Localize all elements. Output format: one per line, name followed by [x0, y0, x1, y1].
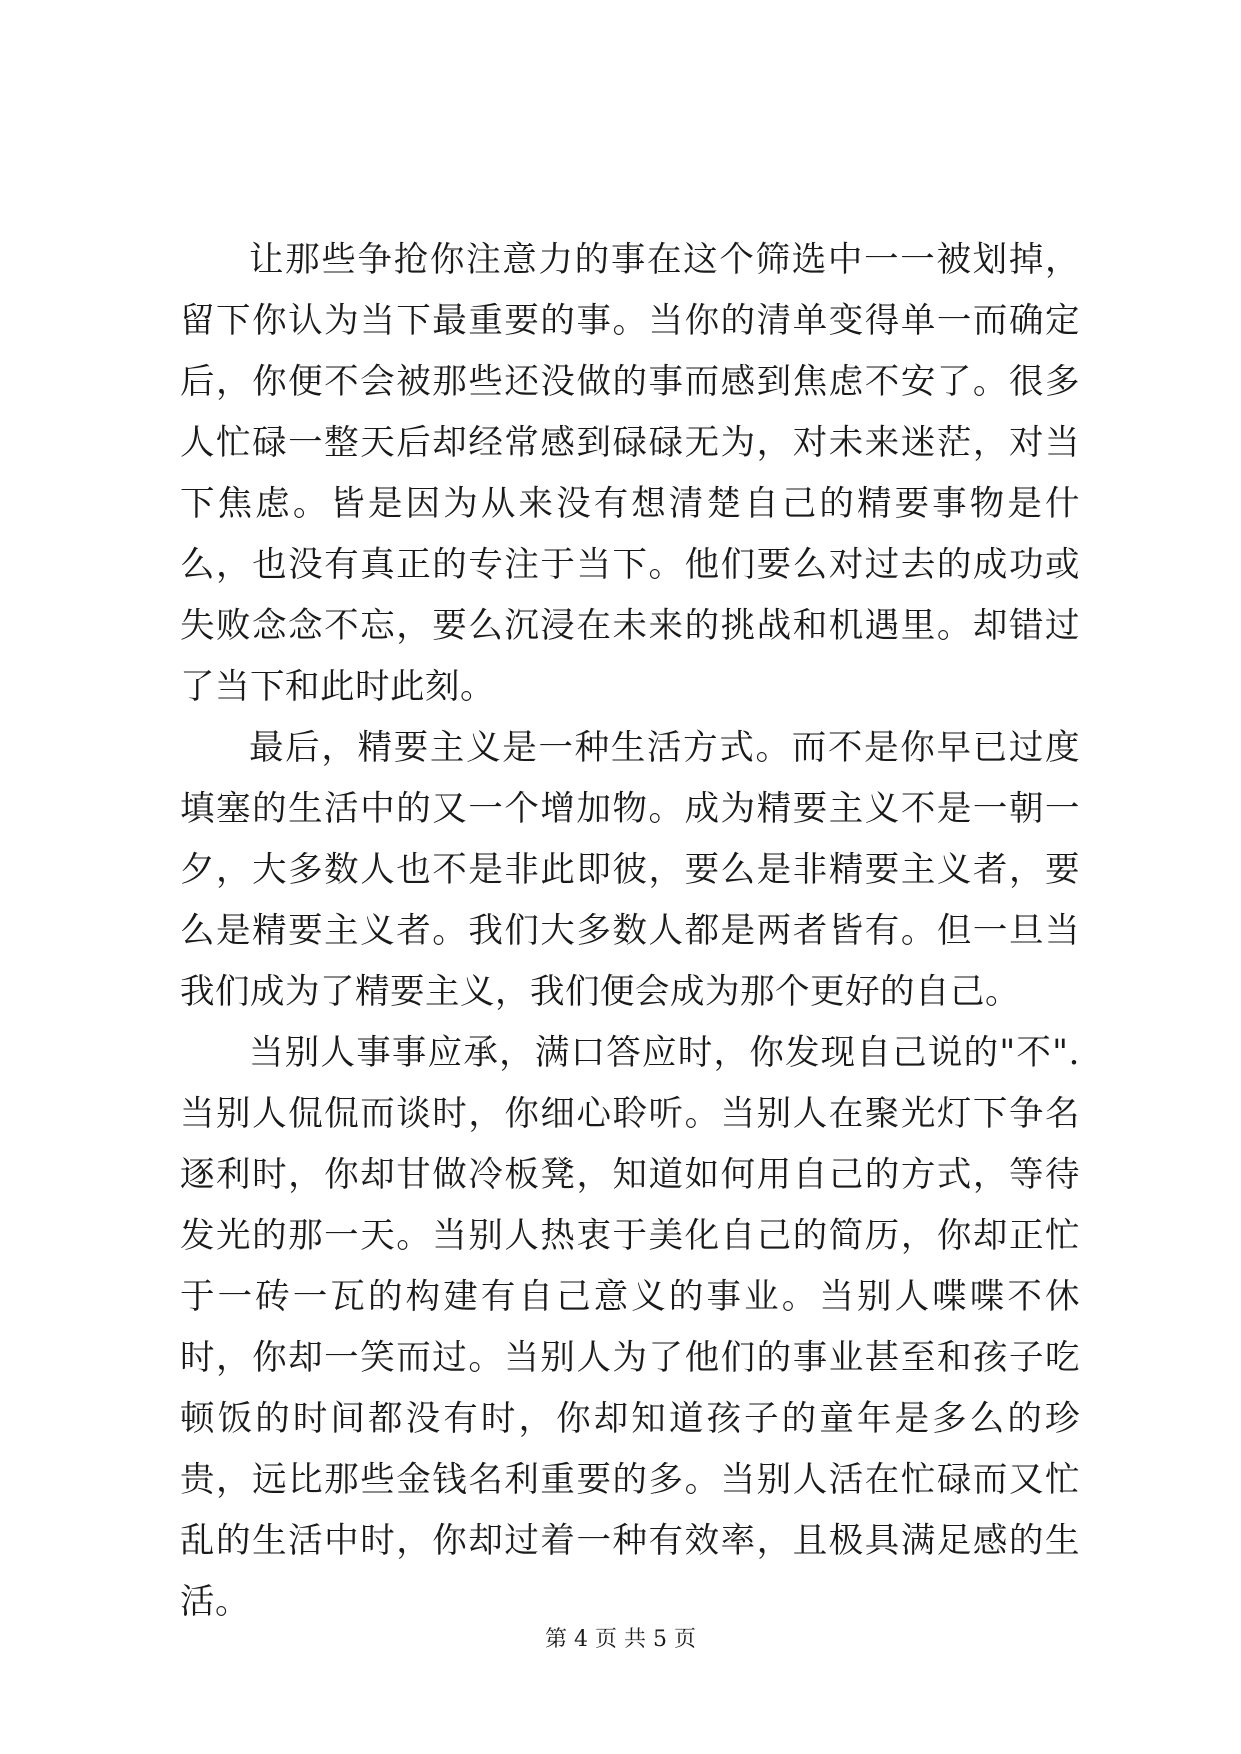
document-body: [180, 230, 1080, 1633]
paragraph-1: 让那些争抢你注意力的事在这个筛选中一一被划掉，留下你认为当下最重要的事。当你的清单变得单一而确定后，你便不会被那些还没做的事而感到焦虑不安了。很多人忙碌一整天后却经常感到碌碌无为，对未来迷茫，对当下焦虑。皆是因为从来没有想清楚自己的精要事物是什么，也没有真正的专注于当下。他们要么对过去的成功或失败念念不忘，要么沉浸在未来的挑战和机遇里。却错过了当下和此时此刻。: [180, 240, 1080, 707]
page-number-footer: 第 4 页 共 5 页: [545, 1627, 696, 1652]
paragraph-2: 最后，精要主义是一种生活方式。而不是你早已过度填塞的生活中的又一个增加物。成为精要主义不是一朝一夕，大多数人也不是非此即彼，要么是非精要主义者，要么是精要主义者。我们大多数人都是两者皆有。但一旦当我们成为了精要主义，我们便会成为那个更好的自己。: [180, 728, 1080, 1012]
paragraph-3: 当别人事事应承，满口答应时，你发现自己说的"不".当别人侃侃而谈时，你细心聆听。当别人在聚光灯下争名逐利时，你却甘做冷板凳，知道如何用自己的方式，等待发光的那一天。当别人热衷于美化自己的简历，你却正忙于一砖一瓦的构建有自己意义的事业。当别人喋喋不休时，你却一笑而过。当别人为了他们的事业甚至和孩子吃顿饭的时间都没有时，你却知道孩子的童年是多么的珍贵，远比那些金钱名利重要的多。当别人活在忙碌而又忙乱的生活中时，你却过着一种有效率，且极具满足感的生活。: [180, 1033, 1080, 1622]
